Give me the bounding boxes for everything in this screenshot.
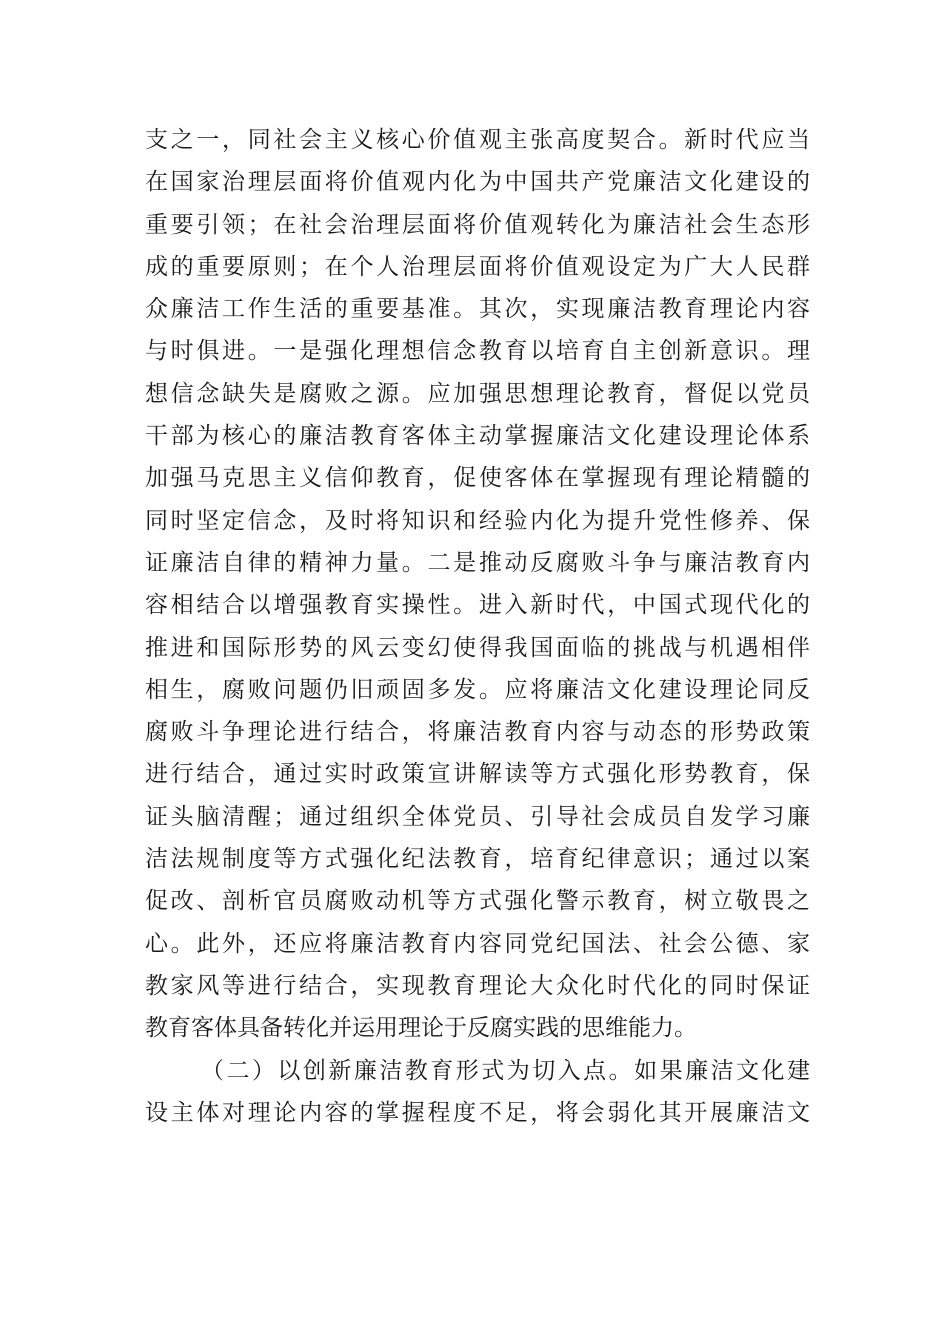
text-line-9: 加强马克思主义信仰教育，促使客体在掌握现有理论精髓的 — [145, 465, 810, 492]
text-line-1: 支之一，同社会主义核心价值观主张高度契合。新时代应当 — [145, 127, 810, 153]
text-line-8: 干部为核心的廉洁教育客体主动掌握廉洁文化建设理论体系 — [145, 423, 810, 450]
text-line-24: 设主体对理论内容的掌握程度不足，将会弱化其开展廉洁文 — [145, 1099, 810, 1126]
text-line-2: 在国家治理层面将价值观内化为中国共产党廉洁文化建设的 — [145, 169, 810, 196]
text-line-16: 进行结合，通过实时政策宣讲解读等方式强化形势教育，保 — [145, 761, 810, 788]
text-line-14: 相生，腐败问题仍旧顽固多发。应将廉洁文化建设理论同反 — [145, 676, 810, 703]
body-text — [145, 119, 810, 1134]
text-line-6: 与时俱进。一是强化理想信念教育以培育自主创新意识。理 — [145, 338, 810, 365]
text-line-15: 腐败斗争理论进行结合，将廉洁教育内容与动态的形势政策 — [145, 719, 810, 746]
text-line-3: 重要引领；在社会治理层面将价值观转化为廉洁社会生态形 — [145, 211, 810, 238]
text-line-18: 洁法规制度等方式强化纪法教育，培育纪律意识；通过以案 — [145, 846, 810, 873]
text-line-13: 推进和国际形势的风云变幻使得我国面临的挑战与机遇相伴 — [145, 634, 810, 661]
text-line-20: 心。此外，还应将廉洁教育内容同党纪国法、社会公德、家 — [145, 930, 810, 957]
text-line-11: 证廉洁自律的精神力量。二是推动反腐败斗争与廉洁教育内 — [145, 549, 810, 576]
text-line-21: 教家风等进行结合，实现教育理论大众化时代化的同时保证 — [145, 972, 810, 999]
text-line-7: 想信念缺失是腐败之源。应加强思想理论教育，督促以党员 — [145, 380, 810, 407]
text-line-17: 证头脑清醒；通过组织全体党员、引导社会成员自发学习廉 — [145, 803, 810, 830]
text-line-22: 教育客体具备转化并运用理论于反腐实践的思维能力。 — [145, 1015, 697, 1042]
text-line-5: 众廉洁工作生活的重要基准。其次，实现廉洁教育理论内容 — [145, 296, 810, 323]
text-line-12: 容相结合以增强教育实操性。进入新时代，中国式现代化的 — [145, 592, 810, 619]
text-line-10: 同时坚定信念，及时将知识和经验内化为提升党性修养、保 — [145, 507, 810, 534]
text-line-4: 成的重要原则；在个人治理层面将价值观设定为广大人民群 — [145, 253, 810, 280]
section-heading-line: （二）以创新廉洁教育形式为切入点。如果廉洁文化建 — [201, 1057, 810, 1084]
text-line-19: 促改、剖析官员腐败动机等方式强化警示教育，树立敬畏之 — [145, 888, 810, 915]
